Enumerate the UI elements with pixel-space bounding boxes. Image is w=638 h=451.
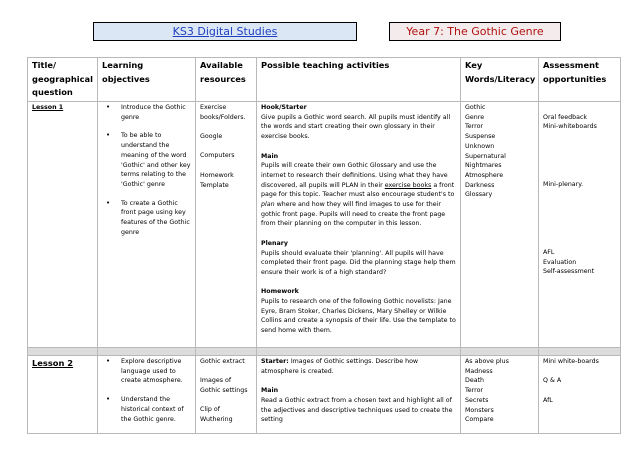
column-header: Possible teaching activities: [257, 58, 461, 102]
keyword: Terror: [465, 387, 484, 395]
course-title-box: [93, 22, 357, 41]
keyword: Terror: [465, 123, 484, 131]
objective-item: • Understand the historical context of the Gothic genre.: [102, 395, 191, 424]
assessment-item: Q & A: [543, 377, 562, 385]
activity-heading: Starter:: [261, 358, 289, 365]
column-header: Learning objectives: [98, 58, 196, 102]
column-header: Title/ geographical question: [28, 58, 98, 102]
lesson-2-assessment: [539, 356, 621, 434]
keyword: Secrets: [465, 396, 489, 404]
resource-item: Exercise books/Folders.: [200, 104, 246, 121]
lesson-2-keywords: [461, 356, 539, 434]
column-header: Assessment opportunities: [539, 58, 621, 102]
keyword: Nightmares: [465, 162, 502, 170]
assessment-item: Mini-plenary.: [543, 181, 584, 189]
keyword: Darkness: [465, 181, 495, 189]
keyword: Monsters: [465, 406, 494, 414]
activity-heading: Main: [261, 387, 279, 395]
lesson-1-keywords: [461, 102, 539, 348]
column-header: Available resources: [196, 58, 257, 102]
activity-heading: Homework: [261, 288, 299, 296]
keyword: Gothic: [465, 104, 486, 111]
activity-heading: Plenary: [261, 239, 288, 247]
resource-item: Gothic extract: [200, 358, 245, 365]
assessment-item: Self-assessment: [543, 268, 595, 276]
lesson-2-objectives: [102, 357, 191, 424]
lesson-1-row: [28, 102, 621, 348]
unit-title-box: [389, 22, 561, 41]
keyword: Compare: [465, 416, 494, 424]
lesson-1-activities: [257, 102, 461, 348]
objective-item: • To create a Gothic front page using key features of the Gothic genre: [102, 199, 191, 238]
resource-item: Images of Gothic settings: [200, 377, 248, 395]
lesson-2-activities: [257, 356, 461, 434]
lesson-2-row: [28, 356, 621, 434]
keyword: Death: [465, 377, 485, 385]
activity-text: Read a Gothic extract from a chosen text and highlight all of the adjectives and descriptive techniques used to create the setting: [261, 396, 453, 424]
keyword: Suspense: [465, 133, 496, 141]
objective-item: • Explore descriptive language used to create atmosphere.: [102, 357, 191, 386]
activity-text: Pupils to research one of the following Gothic novelists: Jane Eyre, Bram Stoker, Charles Dickens, Mary Shelley or Wilkie Collins and create a synopsis of their life. Use the template to send home with them.: [261, 298, 456, 335]
activity-text: Give pupils a Gothic word search. All pupils must identify all the words and start creating their own glossary in their exercise books.: [261, 113, 451, 141]
unit-title: Year 7: The Gothic Genre: [406, 25, 544, 38]
objective-item: • To be able to understand the meaning of the word 'Gothic' and other key terms relating to the 'Gothic' genre: [102, 131, 191, 189]
activity-text: Pupils will create their own Gothic Glossary and use the internet to research their definitions. Using what they have discovered, all pupils will PLAN in their exercise books a front page for this topic. Teacher must also encourage student's to plan where and how they will find images to use for their gothic front page. Pupils will need to create the front page from their planning on the computer in this lesson.: [261, 162, 455, 228]
lesson-1-assessment: [539, 102, 621, 348]
resource-item: Google: [200, 133, 223, 141]
keyword: Atmosphere: [465, 171, 504, 179]
activity-text: Pupils should evaluate their 'planning'. All pupils will have completed their front page. Did the planning stage help them ensure their work is of a high standard?: [261, 249, 456, 276]
course-title[interactable]: KS3 Digital Studies: [172, 25, 278, 38]
activity-heading: Main: [261, 152, 279, 160]
assessment-item: Oral feedback: [543, 113, 588, 121]
keyword: Unknown: [465, 142, 495, 150]
lesson-1-title: Lesson 1: [32, 104, 64, 111]
separator-row: [28, 348, 621, 356]
resource-item: Computers: [200, 152, 235, 160]
lesson-2-title: Lesson 2: [32, 358, 74, 368]
lesson-plan-table: [27, 57, 621, 434]
column-header: Key Words/Literacy: [461, 58, 539, 102]
activity-text: Images of Gothic settings. Describe how atmosphere is created.: [261, 358, 419, 375]
objective-item: • Introduce the Gothic genre: [102, 103, 191, 122]
assessment-item: AFL: [543, 248, 555, 256]
resource-item: Homework Template: [200, 171, 234, 189]
activity-heading: Hook/Starter: [261, 104, 307, 111]
resource-item: Clip of Wuthering: [200, 406, 233, 424]
keyword: Supernatural: [465, 152, 506, 160]
assessment-item: AfL: [543, 396, 553, 404]
lesson-1-objectives: [102, 103, 191, 237]
table-header-row: [28, 58, 621, 102]
keyword: Glossary: [465, 191, 493, 199]
keyword: Madness: [465, 367, 493, 375]
assessment-item: Mini white-boards: [543, 358, 599, 365]
assessment-item: Mini-whiteboards: [543, 123, 597, 131]
keyword: Genre: [465, 113, 485, 121]
assessment-item: Evaluation: [543, 258, 577, 266]
keyword: As above plus: [465, 358, 509, 365]
